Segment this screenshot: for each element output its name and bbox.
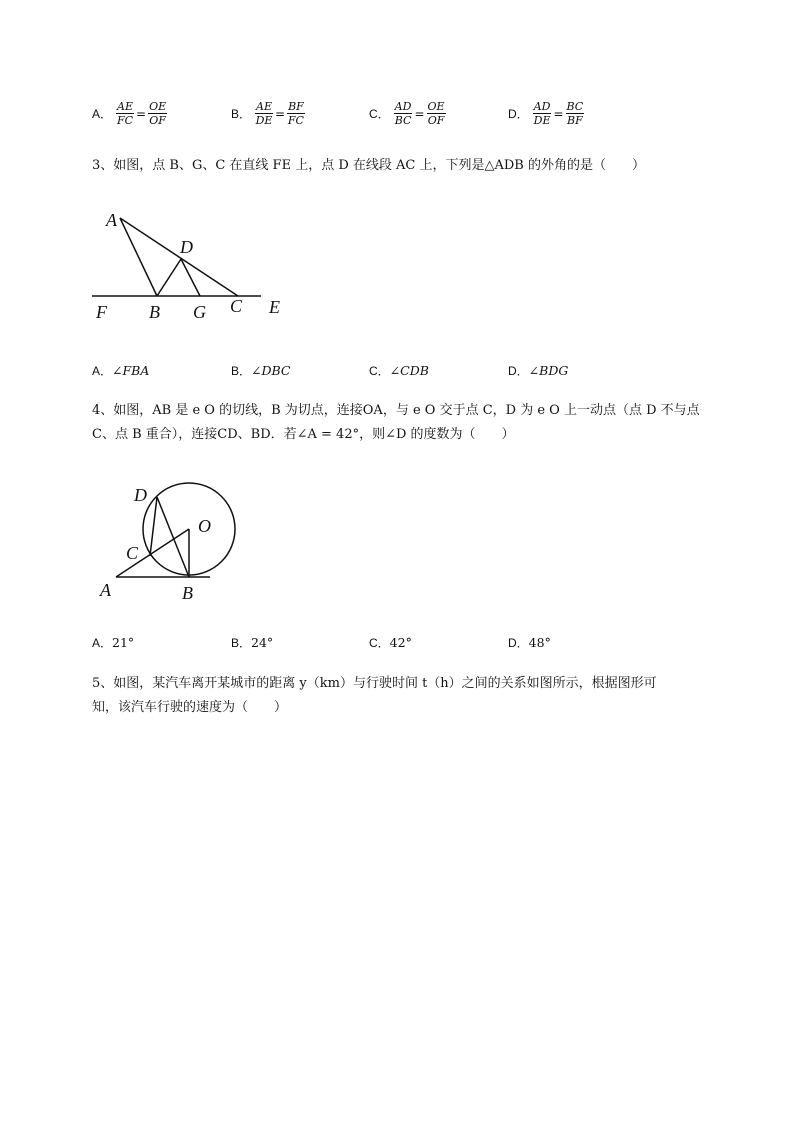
fraction: $\frac{OE}{OF}$ — [427, 100, 445, 127]
equals-sign: = — [136, 106, 147, 121]
question-4-line-2: C、点 B 重合），连接CD、BD．若∠A = 42°，则∠D 的度数为（ ） — [92, 427, 515, 442]
label-a: A — [106, 210, 117, 230]
label-d: D — [180, 237, 193, 257]
question-4-text — [92, 399, 732, 447]
equals-sign: = — [553, 106, 564, 121]
option-letter: C． — [369, 107, 390, 121]
fraction: $\frac{BC}{BF}$ — [566, 100, 584, 127]
fraction: $\frac{AE}{DE}$ — [255, 100, 273, 127]
equals-sign: = — [275, 106, 286, 121]
q2-option-a[interactable] — [92, 100, 167, 127]
equals-sign: = — [414, 106, 425, 121]
q2-option-b[interactable] — [231, 100, 305, 127]
option-letter: B． — [231, 107, 252, 121]
segment-db — [157, 497, 189, 577]
q3-figure — [88, 200, 298, 328]
label-o: O — [198, 516, 211, 536]
label-c: C — [230, 296, 243, 316]
q4-figure — [92, 475, 252, 605]
q3-option-b[interactable]: B．∠DBC — [231, 363, 291, 378]
label-d: D — [134, 485, 147, 505]
option-letter: A． — [92, 107, 113, 121]
label-b: B — [149, 302, 160, 322]
q3-option-c[interactable]: C．∠CDB — [369, 363, 429, 378]
label-c: C — [126, 543, 139, 563]
label-g: G — [193, 302, 206, 322]
question-3-text: 3、如图，点 B、G、C 在直线 FE 上，点 D 在线段 AC 上，下列是△ADB 的外角的是（ ） — [92, 158, 645, 173]
fraction: $\frac{AE}{FC}$ — [116, 100, 134, 127]
question-5-line-1: 5、如图，某汽车离开某城市的距离 y（km）与行驶时间 t（h）之间的关系如图所示，根据图形可 — [92, 676, 657, 691]
label-a: A — [100, 580, 111, 600]
question-5-line-2: 知，该汽车行驶的速度为（ ） — [92, 700, 288, 715]
question-4-line-1: 4、如图，AB 是 e O 的切线，B 为切点，连接OA，与 e O 交于点 C，D 为 e O 上一动点（点 D 不与点 — [92, 403, 700, 418]
question-5-text — [92, 672, 732, 720]
segment-dc — [150, 497, 157, 556]
q3-option-d[interactable]: D．∠BDG — [508, 363, 569, 378]
q2-option-c[interactable] — [369, 100, 446, 127]
q4-option-b[interactable]: B．24° — [231, 635, 274, 650]
q3-option-a[interactable]: A．∠FBA — [92, 363, 150, 378]
q2-option-d[interactable] — [508, 100, 584, 127]
fraction: $\frac{AD}{DE}$ — [533, 100, 551, 127]
label-b: B — [182, 583, 193, 603]
label-f: F — [96, 302, 107, 322]
q4-option-c[interactable]: C．42° — [369, 635, 412, 650]
option-letter: D． — [508, 107, 529, 121]
fraction: $\frac{OE}{OF}$ — [149, 100, 167, 127]
label-e: E — [269, 297, 280, 317]
fraction: $\frac{AD}{BC}$ — [394, 100, 412, 127]
q4-option-a[interactable]: A．21° — [92, 635, 135, 650]
segment-db — [157, 259, 181, 296]
q4-option-d[interactable]: D．48° — [508, 635, 551, 650]
fraction: $\frac{BF}{FC}$ — [287, 100, 304, 127]
